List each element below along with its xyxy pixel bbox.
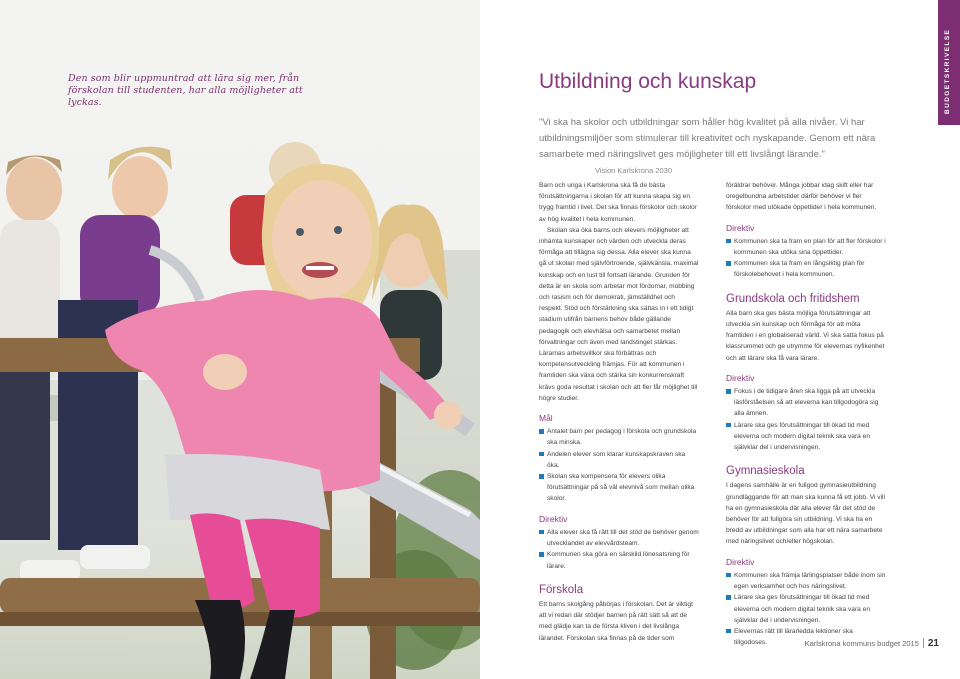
heading-direktiv: Direktiv: [539, 513, 568, 524]
text-page: [480, 0, 960, 679]
page-footer: [805, 638, 939, 649]
heading-gymnasieskola: Gymnasieskola: [726, 465, 805, 478]
list-item: Skolan ska kompensera för elevers olika förutsättningar på så väl elevnivå som mellan olika skolor.: [539, 471, 699, 505]
list-item: Alla elever ska få rätt till det stöd de behöver genom utvecklandet av elevvårdsteam.: [539, 527, 699, 549]
goal-list: [539, 426, 699, 504]
list-item: Lärare ska ges förutsättningar till ökad tid med eleverna och modern digital teknik ska vara en självklar del i undervisningen.: [726, 592, 886, 626]
section-tab-label: BUDGETSKRIVELSE: [944, 28, 951, 114]
heading-direktiv: Direktiv: [726, 222, 755, 233]
list-item: Lärare ska ges förutsättningar till ökad tid med eleverna och modern digital teknik ska vara en självklar del i undervisningen.: [726, 420, 886, 454]
paragraph: Ett barns skolgång påbörjas i förskolan. Det är viktigt att vi redan där stödjer barnen på rätt sätt så att de med glädje kan ta de första kliven i det livslånga lärandet. Förskolan ska finnas på de tider som: [539, 600, 693, 642]
heading-forskola: Förskola: [539, 583, 584, 596]
directive-list: [539, 527, 699, 572]
directive-list: [726, 236, 886, 281]
section-tab: [938, 0, 960, 125]
list-item: Kommunen ska ta fram en plan för att fler förskolor i kommunen ska utöka sina öppettider.: [726, 236, 886, 258]
footer-text: Karlskrona kommuns budget 2015: [804, 639, 919, 648]
paragraph: Skolan ska öka barns och elevers möjligheter att inhämta kunskaper och värden och utveckla deras förmåga att tillägna sig dessa. Alla elever ska kunna gå ut skolan med självförtroende, självkänsla, maximal kunskap och en lust till fortsatt lärande. Grunden för detta är en skola som arbetar mot fördomar, mobbing och rasism och för demokrati, jämställdhet och respekt. Stöd och förstärkning ska sättas in i ett tidigt stadium utifrån barnens behov både gällande pedagogik och elevhälsa och samarbetet mellan förvaltningar och även med landstinget stärkas. Lärarnas arbetsvillkor ska förbättras och kompetensutveckling främjas. För att kommunen i framtiden ska växa och stärka sin konkurrenskraft krävs goda resultat i skolan och att fler får möjlighet till högre studier.: [539, 226, 699, 402]
paragraph: föräldrar behöver. Många jobbar idag skift eller har oregelbundna arbetstider därför behöver vi fler förskolor med utökade öppettider i hela kommunen.: [726, 182, 877, 212]
list-item: Kommunen ska främja lärlingsplatser både inom sin egen verksamhet och hos näringslivet.: [726, 570, 886, 592]
directive-list: [726, 386, 886, 453]
photo-caption-quote: Den som blir uppmuntrad att lära sig mer, från förskolan till studenten, har alla möjligheter att lyckas.: [68, 73, 303, 108]
intro-quote-block: [539, 115, 899, 179]
directive-list: [726, 570, 886, 648]
list-item: Kommunen ska göra en särskild lönesatsning för lärare.: [539, 549, 699, 571]
footer-separator: [923, 638, 924, 648]
intro-quote-source: Vision Karlskrona 2030: [595, 166, 672, 175]
heading-grundskola: Grundskola och fritidshem: [726, 292, 860, 305]
page-title: Utbildning och kunskap: [539, 70, 757, 93]
list-item: Antalet barn per pedagog i förskola och grundskola ska minska.: [539, 426, 699, 448]
paragraph: Barn och unga i Karlskrona ska få de bästa förutsättningarna i skolan för att kunna skapa sig en trygg framtid i livet. Det ska finnas förskolor och skolor av hög kvalitet i hela kommunen.: [539, 182, 697, 223]
text-column-2: [726, 180, 886, 648]
list-item: Elevernas rätt till lärarledda lektioner ska tillgodoses.: [726, 626, 886, 648]
list-item: Fokus i de tidigare åren ska ligga på att utveckla läsförståelsen så att eleverna kan tillgodogöra sig alla ämnen.: [726, 386, 886, 420]
heading-mal: Mål: [539, 413, 553, 424]
heading-direktiv: Direktiv: [726, 556, 755, 567]
list-item: Andelen elever som klarar kunskapskraven ska öka.: [539, 449, 699, 471]
intro-quote: "Vi ska ha skolor och utbildningar som håller hög kvalitet på alla nivåer. Vi har utbildningsmiljöer som stimulerar till kreativitet och nyskapande. Genom ett nära samarbete med näringslivet ges möjligheter till ett livslångt lärande.": [539, 117, 876, 160]
paragraph: Alla barn ska ges bästa möjliga förutsättningar att utveckla sin kunskap och förmåga för att möta framtiden i en globaliserad värld. Vi ska satta fokus på klassrummet och ge utrymme för elevernas nyfikenhet och att lärare ska få vara lärare.: [726, 309, 885, 362]
text-column-1: [539, 180, 699, 644]
heading-direktiv: Direktiv: [726, 372, 755, 383]
list-item: Kommunen ska ta fram en långsiktig plan för förskolebehovet i hela kommunen.: [726, 258, 886, 280]
page-number: 21: [927, 638, 939, 649]
paragraph: I dagens samhälle är en fullgod gymnasieutbildning grundläggande för att man ska kunna få ett jobb. Vi vill ha en gymnasieskola där alla elever får det stöd de behöver för att fullgöra sin utbildning. Vi ska ha en bredd av utbildningar som alla har ett nära samarbete med näringslivet och/eller högskolan.: [726, 482, 885, 546]
